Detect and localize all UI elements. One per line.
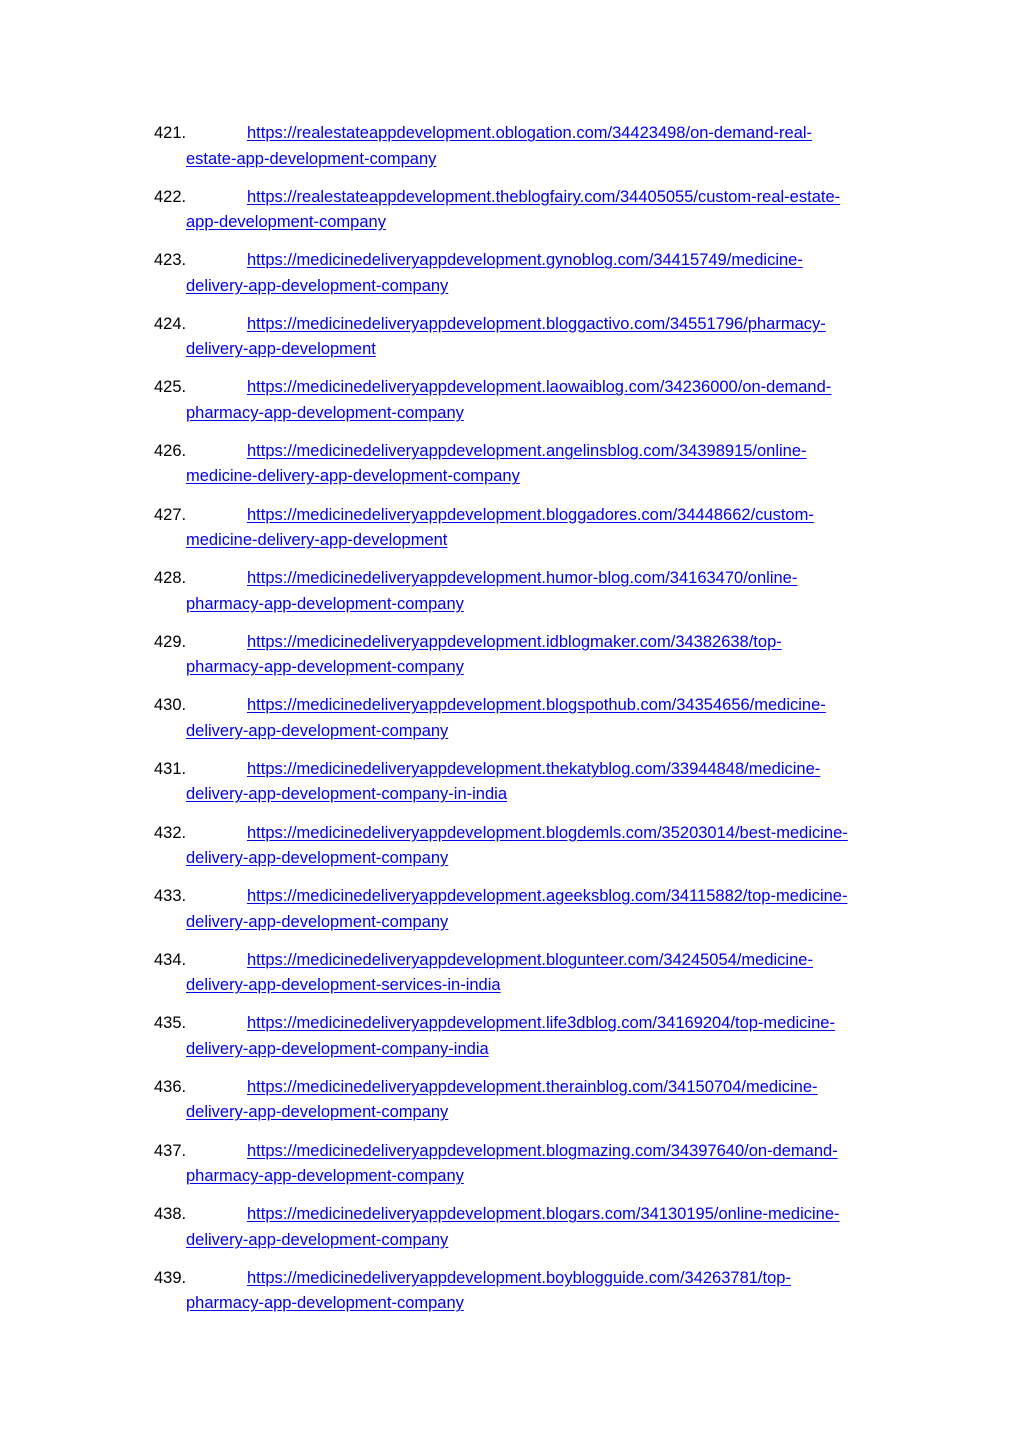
url-link[interactable]: [154, 630, 914, 681]
url-line-2: pharmacy-app-development-company: [186, 1294, 464, 1313]
url-line-1: https://medicinedeliveryappdevelopment.blogspothub.com/34354656/medicine-: [247, 696, 826, 715]
url-line-2: medicine-delivery-app-development-company: [186, 467, 520, 486]
url-line-1: https://medicinedeliveryappdevelopment.thekatyblog.com/33944848/medicine-: [247, 759, 821, 778]
url-line-1: https://medicinedeliveryappdevelopment.boyblogguide.com/34263781/top-: [247, 1268, 791, 1287]
item-number: 427.: [154, 505, 187, 524]
url-link[interactable]: [154, 1075, 914, 1126]
list-item: [154, 948, 914, 1012]
url-line-1: https://medicinedeliveryappdevelopment.blogmazing.com/34397640/on-demand-: [247, 1141, 838, 1160]
list-item: [154, 121, 914, 185]
list-item: [154, 1139, 914, 1203]
url-line-1: https://medicinedeliveryappdevelopment.angelinsblog.com/34398915/online-: [247, 441, 807, 460]
url-line-2: estate-app-development-company: [186, 149, 437, 168]
url-line-2: delivery-app-development-services-in-india: [186, 976, 501, 995]
url-line-2: delivery-app-development: [186, 340, 376, 359]
list-item: [154, 884, 914, 948]
item-number: 426.: [154, 441, 187, 460]
url-line-2: app-development-company: [186, 213, 386, 232]
item-number: 434.: [154, 950, 187, 969]
url-line-2: delivery-app-development-company-india: [186, 1039, 489, 1058]
item-number: 433.: [154, 887, 187, 906]
url-link[interactable]: [154, 1139, 914, 1190]
url-line-1: https://medicinedeliveryappdevelopment.blogunteer.com/34245054/medicine-: [247, 950, 813, 969]
item-number: 431.: [154, 759, 187, 778]
url-line-2: pharmacy-app-development-company: [186, 594, 464, 613]
url-line-1: https://medicinedeliveryappdevelopment.idblogmaker.com/34382638/top-: [247, 632, 782, 651]
url-link[interactable]: [154, 757, 914, 808]
list-item: [154, 1011, 914, 1075]
item-number: 423.: [154, 251, 187, 270]
link-list: [154, 121, 914, 1329]
url-link[interactable]: [154, 185, 914, 236]
url-link[interactable]: [154, 693, 914, 744]
list-item: [154, 312, 914, 376]
url-link[interactable]: [154, 375, 914, 426]
url-link[interactable]: [154, 821, 914, 872]
item-number: 436.: [154, 1077, 187, 1096]
item-number: 437.: [154, 1141, 187, 1160]
url-line-2: delivery-app-development-company: [186, 849, 449, 868]
url-link[interactable]: [154, 439, 914, 490]
list-item: [154, 1075, 914, 1139]
url-line-1: https://medicinedeliveryappdevelopment.blogdemls.com/35203014/best-medicine-: [247, 823, 848, 842]
list-item: [154, 693, 914, 757]
item-number: 432.: [154, 823, 187, 842]
url-line-2: delivery-app-development-company: [186, 912, 449, 931]
url-link[interactable]: [154, 884, 914, 935]
item-number: 429.: [154, 632, 187, 651]
item-number: 438.: [154, 1205, 187, 1224]
url-line-1: https://medicinedeliveryappdevelopment.humor-blog.com/34163470/online-: [247, 569, 798, 588]
url-line-1: https://medicinedeliveryappdevelopment.gynoblog.com/34415749/medicine-: [247, 251, 803, 270]
item-number: 439.: [154, 1268, 187, 1287]
url-line-2: delivery-app-development-company: [186, 1230, 449, 1249]
item-number: 428.: [154, 569, 187, 588]
item-number: 424.: [154, 314, 187, 333]
url-line-1: https://medicinedeliveryappdevelopment.bloggadores.com/34448662/custom-: [247, 505, 814, 524]
url-link[interactable]: [154, 1011, 914, 1062]
url-line-2: pharmacy-app-development-company: [186, 1167, 464, 1185]
url-link[interactable]: [154, 503, 914, 554]
url-link[interactable]: [154, 566, 914, 617]
url-line-2: delivery-app-development-company: [186, 1103, 449, 1122]
list-item: [154, 1202, 914, 1266]
url-line-1: https://medicinedeliveryappdevelopment.therainblog.com/34150704/medicine-: [247, 1077, 818, 1096]
item-number: 435.: [154, 1014, 187, 1033]
url-link[interactable]: [154, 948, 914, 999]
url-line-1: https://medicinedeliveryappdevelopment.ageeksblog.com/34115882/top-medicine-: [247, 887, 848, 906]
url-link[interactable]: [154, 1202, 914, 1253]
url-link[interactable]: [154, 312, 914, 363]
list-item: [154, 439, 914, 503]
url-line-2: delivery-app-development-company-in-india: [186, 785, 507, 804]
list-item: [154, 757, 914, 821]
list-item: [154, 630, 914, 694]
url-line-1: https://realestateappdevelopment.oblogation.com/34423498/on-demand-real-: [247, 124, 813, 142]
list-item: [154, 503, 914, 567]
url-line-2: pharmacy-app-development-company: [186, 403, 464, 422]
url-line-2: delivery-app-development-company: [186, 276, 449, 295]
list-item: [154, 248, 914, 312]
item-number: 422.: [154, 187, 187, 206]
item-number: 425.: [154, 378, 187, 397]
list-item: [154, 375, 914, 439]
list-item: [154, 185, 914, 249]
url-line-2: pharmacy-app-development-company: [186, 658, 464, 677]
url-line-1: https://realestateappdevelopment.theblogfairy.com/34405055/custom-real-estate-: [247, 187, 841, 206]
url-line-2: delivery-app-development-company: [186, 721, 449, 740]
url-line-1: https://medicinedeliveryappdevelopment.laowaiblog.com/34236000/on-demand-: [247, 378, 832, 397]
item-number: 430.: [154, 696, 187, 715]
url-link[interactable]: [154, 121, 914, 172]
list-item: [154, 821, 914, 885]
item-number: 421.: [154, 124, 187, 142]
url-line-1: https://medicinedeliveryappdevelopment.bloggactivo.com/34551796/pharmacy-: [247, 314, 826, 333]
url-line-2: medicine-delivery-app-development: [186, 531, 448, 550]
url-link[interactable]: [154, 1266, 914, 1317]
url-link[interactable]: [154, 248, 914, 299]
list-item: [154, 566, 914, 630]
url-line-1: https://medicinedeliveryappdevelopment.life3dblog.com/34169204/top-medicine-: [247, 1014, 835, 1033]
url-line-1: https://medicinedeliveryappdevelopment.blogars.com/34130195/online-medicine-: [247, 1205, 840, 1224]
list-item: [154, 1266, 914, 1330]
